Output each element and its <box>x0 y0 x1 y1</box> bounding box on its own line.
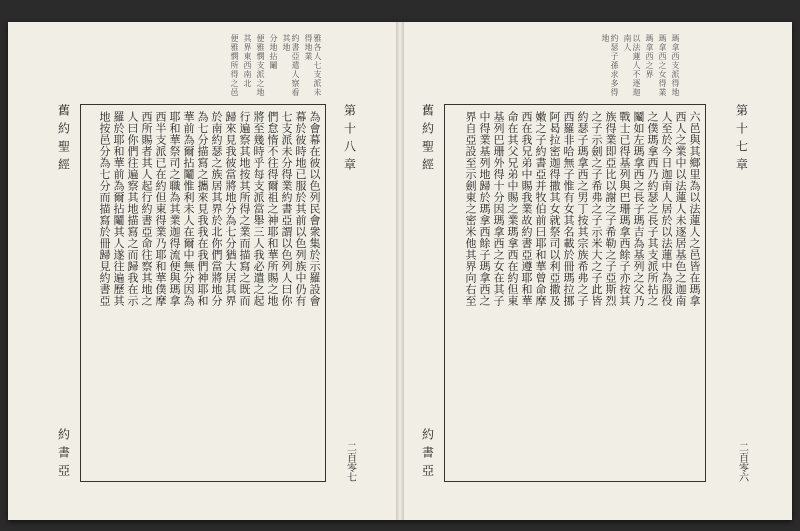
text-column: 為會幕在彼以色列民會衆集於示羅設會 <box>308 111 321 307</box>
right-text-frame <box>444 104 706 482</box>
text-column: 耶和華祭司之職為其業迦得流便與瑪拿 <box>168 111 181 307</box>
headnote: 分地拈鬮 <box>269 34 278 70</box>
text-column: 們怠惰不往得爾祖之神耶和華所賜之地 <box>266 111 279 307</box>
left-page <box>8 22 400 520</box>
headnote: 以法蓮人不逐迦南人 <box>623 34 641 97</box>
text-column: 嫩之子約書亞并牧伯前曰耶和華曾命摩 <box>534 111 547 307</box>
text-column: 於南約瑟之族居其界於北你們當將地分 <box>210 111 223 307</box>
right-text-columns <box>449 111 701 475</box>
headnote: 瑪拿西之女得業 <box>658 34 667 97</box>
headnote: 約書亞遣人察看其地 <box>282 34 300 97</box>
left-text-frame <box>80 104 326 482</box>
left-text-columns <box>85 111 321 475</box>
text-column: 約瑟子瑪拿西之男丁按其宗族希弗之子 <box>576 111 589 307</box>
text-column: 羅於耶和華前為爾拈鬮其人遂往遍歷其 <box>112 111 125 307</box>
text-column: 人曰你們往遍察其地描寫之而歸我在示 <box>126 111 139 307</box>
right-page <box>400 22 792 520</box>
section-title: 約書亞 <box>420 428 435 482</box>
headnote: 瑪拿西之界 <box>645 34 654 79</box>
headnote: 約瑟子孫求多得地 <box>601 34 619 97</box>
text-column: 界自亞設至示劍東之密米他其界向右至 <box>464 111 477 307</box>
text-column: 地按邑分為七分而描寫於冊歸見約書亞 <box>98 111 111 307</box>
open-book <box>8 22 792 520</box>
left-headnotes <box>42 34 322 104</box>
text-column: 幕於彼時地已服於其前以色列族中仍有 <box>294 111 307 307</box>
text-column: 歸來見我彼當將地分為七分猶大居其界 <box>224 111 237 307</box>
headnote: 瑪拿西支派得地 <box>671 34 680 97</box>
text-column: 華前為爾拈鬮惟利未人在爾中無分因為 <box>182 111 195 307</box>
book-title: 舊約聖經 <box>56 104 71 176</box>
text-column: 西羅非哈無子惟有女其名載於冊瑪拉挪 <box>562 111 575 307</box>
right-outer-margin <box>730 104 754 482</box>
text-column: 阿曷拉密迦得撒其女就祭司以利亞撒及 <box>548 111 561 307</box>
text-column: 將至幾時乎每支派當舉三人我必遣之起 <box>252 111 265 307</box>
chapter-label: 第十七章 <box>734 104 749 176</box>
text-column: 七支派未分得業約書亞謂以色列人曰你 <box>280 111 293 307</box>
text-column: 西所賜者其人起行約書亞命往察其地之 <box>140 111 153 307</box>
book-spine <box>396 22 404 520</box>
page-number: 二百零六 <box>736 442 748 482</box>
text-column: 中得業基列地歸於瑪拿西餘子瑪拿西之 <box>478 111 491 307</box>
left-outer-margin <box>52 104 76 482</box>
book-title: 舊約聖經 <box>420 104 435 176</box>
headnote: 其界東西南北 <box>243 34 252 88</box>
section-title: 約書亞 <box>56 428 71 482</box>
text-column: 鬮如左瑪拿西之長子瑪吉為基列之父乃 <box>632 111 645 307</box>
text-column: 西在我兄弟中賜我業故約書亞遵耶和華 <box>520 111 533 307</box>
left-inner-margin <box>338 104 362 482</box>
text-column: 西人之業中以法蓮人未逐居基色之迦南 <box>674 111 687 307</box>
text-column: 為七分描寫之攜來見我我在我們神耶和 <box>196 111 209 307</box>
headnote: 便雅憫支派之地 <box>256 34 265 97</box>
text-column: 戰士已得基列與巴珊瑪拿西餘子亦按其 <box>618 111 631 307</box>
text-column: 人至於今日迦南人居於以法蓮中為服役 <box>660 111 673 307</box>
text-column: 命在其父兄弟中賜之業瑪拿西在約但東 <box>506 111 519 307</box>
text-column: 之子示劍之子希弗之子示米大之子此皆 <box>590 111 603 307</box>
text-column: 基列巴珊外得十分因瑪拿西之女在其子 <box>492 111 505 307</box>
headnote: 便雅憫所得之邑 <box>230 34 239 97</box>
page-number: 二百零七 <box>344 442 356 482</box>
right-inner-margin <box>416 104 440 482</box>
headnote: 雅各人七支派未得地業 <box>304 34 322 97</box>
text-column: 族得業即亞比以謝之子希勒之子亞斯烈 <box>604 111 617 307</box>
right-headnotes <box>420 34 680 104</box>
text-column: 行遍察其地按其所得之業而描寫之既而 <box>238 111 251 307</box>
text-column: 六邑與其鄉里為以法蓮人之邑皆在瑪拿 <box>688 111 701 307</box>
text-column: 西半支派已在約但東得業乃耶和華僕摩 <box>154 111 167 307</box>
chapter-label: 第十八章 <box>342 104 357 176</box>
text-column: 之僕瑪拿西乃約瑟之長子其支派所拈之 <box>646 111 659 307</box>
